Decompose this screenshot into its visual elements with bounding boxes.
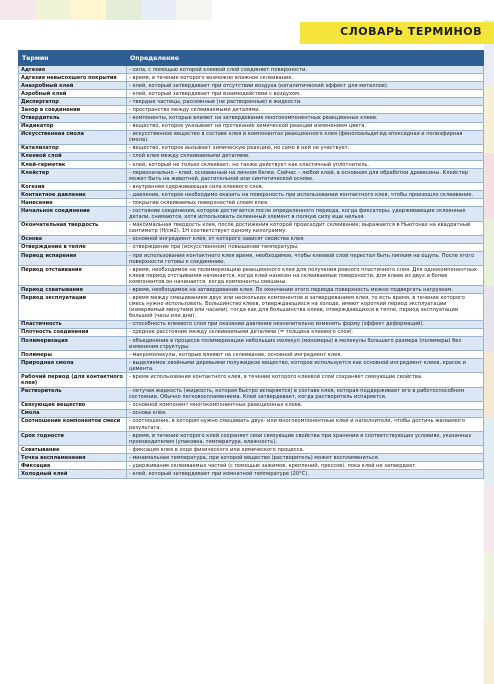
definition-cell: - время, необходимое на полимеризацию реакционного клея для получения ровного пластичного слоя. Для однокомпонентных клеев период отстаивания начинается, когда клей нанесен на склеиваемые поверхности, для клеев из двух и более компонентов он начинается, когда компоненты смешаны. [127,266,484,286]
column-header-term: Термин [19,51,127,66]
definition-cell: - клей, который затвердевает при отсутствии воздуха (каталитический эффект для металлов). [127,82,484,90]
term-cell: Полимеры [19,351,127,359]
definition-cell: - способность клеевого слоя при оказании давление незначительно изменять форму (эффект деформаций). [127,320,484,328]
term-cell: Диспергатор [19,98,127,106]
definition-cell: - компоненты, которые влияют на затвердевание многокомпонентных реакционных клеев. [127,114,484,122]
definition-cell: - давление, которое необходимо оказать на поверхность при использовании контактного клея, чтобы произошло склеивание. [127,191,484,199]
page-title: СЛОВАРЬ ТЕРМИНОВ [340,25,482,38]
color-swatch-strip [0,0,494,20]
term-cell: Соотношение компонентов смеси [19,417,127,431]
table-row [19,432,484,446]
term-cell: Период эксплуатации [19,294,127,320]
term-cell: Искусственная смола [19,130,127,144]
definition-cell: - вещество, которое вызывает химическую реакцию, но само в ней не участвует. [127,144,484,152]
definition-cell: - время, в течение которого клей сохраняет свои связующие свойства при хранении в соответствующих условиях, указанных производителем (упаковка, температура, влажность). [127,432,484,446]
color-swatch [35,0,70,20]
term-cell: Начальное соединение [19,207,127,221]
term-cell: Отвердитель [19,114,127,122]
table-row [19,152,484,160]
strip-swatch [484,219,494,285]
term-cell: Аэробный клей [19,90,127,98]
definition-cell: - клей, который не только склеивает, но также действует как эластичный уплотнитель. [127,160,484,168]
color-swatch [459,0,494,20]
table-row [19,169,484,183]
definition-cell: - объединение в процессе полимеризации небольших молекул (мономеры) в молекулы большего размера (полимеры) без изменения структуры. [127,336,484,350]
table-row [19,387,484,401]
strip-swatch [484,418,494,484]
term-cell: Основа [19,235,127,243]
table-row [19,74,484,82]
color-swatch [318,0,353,20]
term-cell: Отверждение в тепле [19,243,127,251]
definition-cell: - покрытие склеиваемых поверхностей слоем клея. [127,199,484,207]
title-bar [300,22,494,44]
term-cell: Окончательная твердость [19,221,127,235]
color-swatch [71,0,106,20]
column-header-definition: Определение [127,51,484,66]
color-swatch [282,0,317,20]
strip-swatch [484,551,494,617]
definition-cell: - основа клея. [127,409,484,417]
term-cell: Рабочий период (для контактного клея) [19,373,127,387]
table-row [19,130,484,144]
term-cell: Связующее вещество [19,401,127,409]
color-swatch [106,0,141,20]
definition-cell: - время использования контактного клея, в течение которого клеевой слой сохраняет связующие свойства. [127,373,484,387]
definition-cell: - удерживание склеиваемых частей (с помощью зажимов, креплений, прессов), пока клей не затвердеет. [127,462,484,470]
term-cell: Пластичность [19,320,127,328]
table-row [19,235,484,243]
table-row [19,320,484,328]
term-cell: Срок годности [19,432,127,446]
definition-cell: - вещество, которое указывает на протекание химической реакции изменением цвета. [127,122,484,130]
table-row [19,266,484,286]
color-swatch [0,0,35,20]
strip-swatch [484,153,494,219]
table-row [19,144,484,152]
definition-cell: - слой клея между склеиваемыми деталями. [127,152,484,160]
strip-swatch [484,352,494,418]
table-row [19,446,484,454]
color-swatch [353,0,388,20]
term-cell: Зазор в соединении [19,106,127,114]
table-row [19,401,484,409]
term-cell: Полимеризация [19,336,127,350]
definition-cell: - минимальная температура, при которой вещество (растворитель) может воспламениться. [127,454,484,462]
table-row [19,106,484,114]
table-row [19,251,484,265]
table-row [19,114,484,122]
table-row [19,409,484,417]
definition-cell: - первоначально - клей, основанный на личном белке. Сейчас – любой клей, в основном для обработки древесины. Клейстер может быть на животной, растительной или синтетической основе. [127,169,484,183]
table-row [19,122,484,130]
term-cell: Анаэробный клей [19,82,127,90]
table-row [19,336,484,350]
definition-cell: - отверждение при (искусственном) повышении температуры. [127,243,484,251]
term-cell: Точка воспламенения [19,454,127,462]
definition-cell: - внутренняя сдерживающая сила клеевого слоя. [127,183,484,191]
definition-cell: - искусственное вещество в составе клея и компонентах реакционного клея (фенолоальдегид-эпоксидная и полиэфирная смола). [127,130,484,144]
term-cell: Когезия [19,183,127,191]
definition-cell: - время между смешиванием двух или нескольких компонентов и затвердеванием клея, то есть время, в течение которого смесь нужно использовать. Большинство клеев, отверждающихся на холоде, имеют короткий период эксплуатации (измеряемый минутами или часами), тогда как для большинства клеев, отверждающихся в тепле, период эксплуатации большой (часы или дни). [127,294,484,320]
definition-cell: - фиксация клея в ходе физического или химического процесса. [127,446,484,454]
definition-cell: - соотношение, в котором нужно смешивать двух- или многокомпонентные клеи и наполнители, чтобы достичь желаемого результата. [127,417,484,431]
term-cell: Растворитель [19,387,127,401]
table-row [19,160,484,168]
term-cell: Адгезия [19,66,127,74]
table-row [19,183,484,191]
term-cell: Смола [19,409,127,417]
table-row [19,328,484,336]
term-cell: Природная смола [19,359,127,373]
table-row [19,470,484,478]
definition-cell: - клей, который затвердевает при взаимодействии с воздухом. [127,90,484,98]
definition-cell: - выделяемое хвойными деревьями полужидкое вещество, которое используется как основной ингредиент клеев, красок и цемента. [127,359,484,373]
table-row [19,199,484,207]
table-row [19,98,484,106]
table-row [19,286,484,294]
strip-swatch [484,618,494,684]
term-cell: Клейстер [19,169,127,183]
strip-swatch [484,485,494,551]
definition-cell: - среднее расстояние между склеиваемыми деталями (= толщина клеевого слоя). [127,328,484,336]
definition-cell: - твердые частицы, рассеянные (не растворенные) в жидкости. [127,98,484,106]
color-swatch [423,0,458,20]
definition-cell: - сила, с помощью которой клеевой слой соединяет поверхности. [127,66,484,74]
glossary-table [18,50,484,479]
term-cell: Плотность соединения [19,328,127,336]
table-row [19,294,484,320]
term-cell: Нанесение [19,199,127,207]
table-row [19,191,484,199]
definition-cell: - летучая жидкость (жидкость, которая быстро испаряется) в составе клея, которая поддерживает его в работоспособном состоянии. Обычно легковоспламеняема. Клей затвердевает, когда растворитель испаряется. [127,387,484,401]
table-header-row [19,51,484,66]
term-cell: Контактное давление [19,191,127,199]
color-swatch [141,0,176,20]
table-row [19,82,484,90]
table-row [19,207,484,221]
term-cell: Клей-герметик [19,160,127,168]
table-row [19,359,484,373]
right-color-strip [484,20,494,684]
term-cell: Период схватывания [19,286,127,294]
color-swatch [388,0,423,20]
term-cell: Катализатор [19,144,127,152]
term-cell: Адгезия невысохшего покрытия [19,74,127,82]
definition-cell: - время, в течение которого возможно влажное склеивание. [127,74,484,82]
definition-cell: - при использовании контактного клея время, необходимое, чтобы клеевой слой перестал быть липким на ощупь. После этого поверхности готовы к соединению. [127,251,484,265]
definition-cell: - максимальная твердость клея, после достижения которой происходит склеивание; выражается в Ньютонах на квадратный сантиметр (Н/см2). 1Н соответствует одному килограмму. [127,221,484,235]
definition-cell: - основной компонент многокомпонентных реакционных клеев. [127,401,484,409]
term-cell: Холодный клей [19,470,127,478]
term-cell: Схватывание [19,446,127,454]
color-swatch [212,0,247,20]
strip-swatch [484,86,494,152]
table-row [19,462,484,470]
term-cell: Клеевой слой [19,152,127,160]
term-cell: Период испарения [19,251,127,265]
table-row [19,373,484,387]
term-cell: Фиксация [19,462,127,470]
table-row [19,90,484,98]
definition-cell: - макромолекулы, которые влияют на склеивание; основной ингредиент клея. [127,351,484,359]
definition-cell: - состояние соединения, которое достигается после определенного периода, когда фиксаторы, удерживающие склеенные детали, снимаются, хотя использовать склеенный элемент в полную силу еще нельзя. [127,207,484,221]
glossary-body [19,66,484,479]
definition-cell: - время, необходимое на затвердевание клея. По окончании этого периода поверхность можно подвергать нагрузкам. [127,286,484,294]
table-row [19,417,484,431]
table-row [19,66,484,74]
table-row [19,221,484,235]
table-row [19,351,484,359]
term-cell: Период отстаивания [19,266,127,286]
table-row [19,243,484,251]
color-swatch [247,0,282,20]
definition-cell: - основной ингредиент клея, от которого зависят свойства клея. [127,235,484,243]
strip-swatch [484,286,494,352]
color-swatch [176,0,211,20]
definition-cell: - пространство между склеиваемыми деталями. [127,106,484,114]
definition-cell: - клей, который затвердевает при комнатной температуре (20°С). [127,470,484,478]
term-cell: Индикатор [19,122,127,130]
table-row [19,454,484,462]
